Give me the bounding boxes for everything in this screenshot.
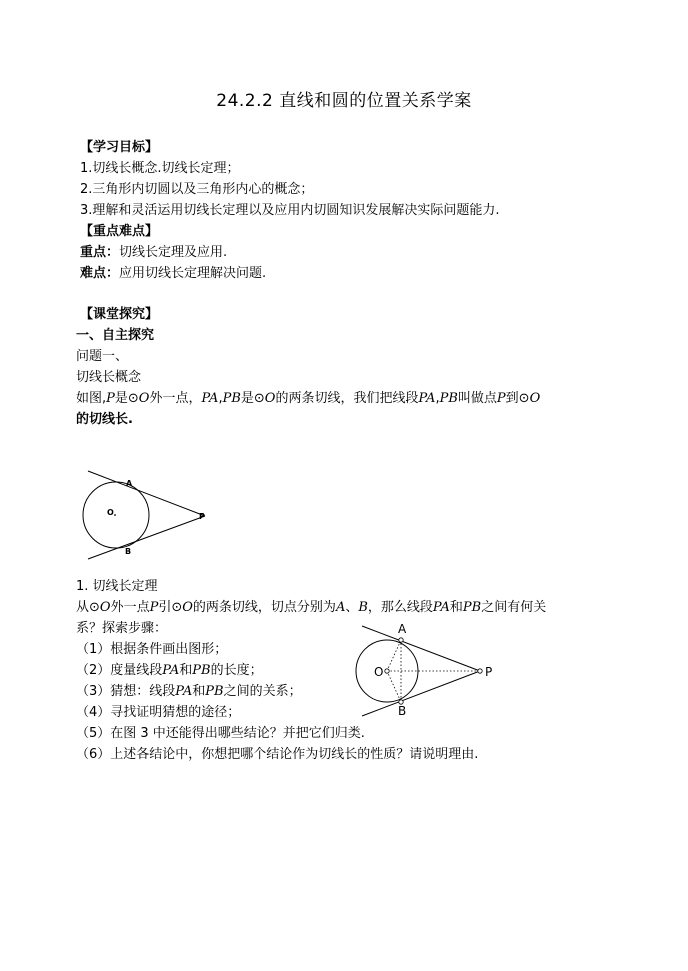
def-text: 到⊙ xyxy=(505,391,530,406)
key-point-text: 切线长定理及应用. xyxy=(119,245,228,260)
def-text: 是⊙ xyxy=(114,391,139,406)
tangent-line-pb xyxy=(88,516,205,559)
theorem-text: 的两条切线，切点分别为 xyxy=(192,600,336,615)
difficult-point-line xyxy=(80,265,266,283)
def-var-o: O xyxy=(138,391,150,406)
objective-item-3: 3.理解和灵活运用切线长定理以及应用内切圆知识发展解决实际问题能力. xyxy=(80,203,500,218)
figure-tangent-lines-2 xyxy=(356,620,506,720)
theorem-title: 1. 切线长定理 xyxy=(76,579,158,594)
theorem-text: ，那么线段 xyxy=(367,600,433,615)
dotted-segment-oa xyxy=(387,640,401,671)
step-1: （1）根据条件画出图形； xyxy=(76,642,228,657)
label-o: O xyxy=(107,508,114,517)
step-text: 的长度； xyxy=(210,663,263,678)
explore-heading: 【课堂探究】 xyxy=(80,307,159,322)
label-a: A xyxy=(398,622,407,636)
objective-item-2: 2.三角形内切圆以及三角形内心的概念； xyxy=(80,182,314,197)
step-5: （5）在图 3 中还能得出哪些结论？并把它们归类. xyxy=(76,726,365,741)
def-text: , xyxy=(435,391,440,406)
objectives-heading: 【学习目标】 xyxy=(80,140,159,155)
theorem-var-a: A xyxy=(335,600,346,615)
def-var-o: O xyxy=(264,391,276,406)
theorem-text: 、 xyxy=(345,600,359,615)
theorem-var-o: O xyxy=(99,600,111,615)
theorem-var-b: B xyxy=(358,600,368,615)
label-a: A xyxy=(126,479,133,488)
point-a xyxy=(399,638,403,642)
step-var-pb: PB xyxy=(192,663,211,678)
label-p: P xyxy=(485,665,493,679)
step-var-pb: PB xyxy=(205,684,224,699)
key-points-heading: 【重点难点】 xyxy=(80,224,159,239)
concept-title: 切线长概念 xyxy=(76,370,142,385)
def-var-pb: PB xyxy=(222,391,241,406)
question-1-label: 问题一、 xyxy=(76,349,129,364)
tangent-line-pa xyxy=(88,471,205,516)
circle-o xyxy=(83,482,149,548)
step-3 xyxy=(76,683,302,701)
section-heading-1: 一、自主探究 xyxy=(76,328,155,343)
theorem-line-2: 系？探索步骤： xyxy=(76,621,168,636)
def-var-pa: PA xyxy=(418,391,436,406)
theorem-var-o: O xyxy=(182,600,193,615)
step-4: （4）寻找证明猜想的途径； xyxy=(76,705,241,720)
def-var-pb: PB xyxy=(439,391,458,406)
theorem-text: 引⊙ xyxy=(158,600,183,615)
label-o: O xyxy=(374,665,384,679)
definition-line-1 xyxy=(76,390,540,408)
def-text: 的两条切线，我们把线段 xyxy=(275,391,419,406)
def-var-pa: PA xyxy=(201,391,219,406)
def-text: , xyxy=(218,391,223,406)
step-var-pa: PA xyxy=(162,663,180,678)
def-text: 是⊙ xyxy=(240,391,265,406)
def-var-o: O xyxy=(529,391,541,406)
objective-item-1: 1.切线长概念.切线长定理； xyxy=(80,161,240,176)
step-6: （6）上述各结论中，你想把哪个结论作为切线长的性质？请说明理由. xyxy=(76,747,479,762)
theorem-line-1 xyxy=(76,599,546,617)
key-point-label: 重点： xyxy=(80,245,120,260)
def-var-p: P xyxy=(496,391,506,406)
theorem-text: 之间有何关 xyxy=(481,600,547,615)
step-var-pa: PA xyxy=(175,684,193,699)
figure-tangent-lines-1 xyxy=(82,465,212,570)
definition-line-2: 的切线长. xyxy=(76,412,133,427)
page-title: 24.2.2 直线和圆的位置关系学案 xyxy=(216,91,472,111)
difficult-point-label: 难点： xyxy=(80,266,120,281)
theorem-text: 外一点 xyxy=(110,600,150,615)
point-o xyxy=(385,669,389,673)
theorem-var-pb: PB xyxy=(462,600,482,615)
theorem-text: 和 xyxy=(449,600,463,615)
step-text: 和 xyxy=(179,663,193,678)
step-text: （2）度量线段 xyxy=(76,663,163,678)
center-point-o xyxy=(114,514,116,516)
key-point-line xyxy=(80,244,227,262)
def-text: 叫做点 xyxy=(457,391,497,406)
point-p xyxy=(478,669,482,673)
step-text: 和 xyxy=(192,684,206,699)
step-text: 之间的关系； xyxy=(223,684,302,699)
label-p: P xyxy=(199,512,205,521)
step-text: （3）猜想：线段 xyxy=(76,684,176,699)
def-var-p: P xyxy=(106,391,115,406)
step-2 xyxy=(76,662,263,680)
theorem-var-pa: PA xyxy=(432,600,450,615)
def-text: 如图, xyxy=(76,391,107,406)
label-b: B xyxy=(125,547,132,556)
def-text: 外一点， xyxy=(149,391,202,406)
theorem-text: 从⊙ xyxy=(76,600,100,615)
theorem-var-p: P xyxy=(149,600,159,615)
dotted-segment-ob xyxy=(387,671,401,702)
label-b: B xyxy=(398,704,407,718)
difficult-point-text: 应用切线长定理解决问题. xyxy=(119,266,267,281)
